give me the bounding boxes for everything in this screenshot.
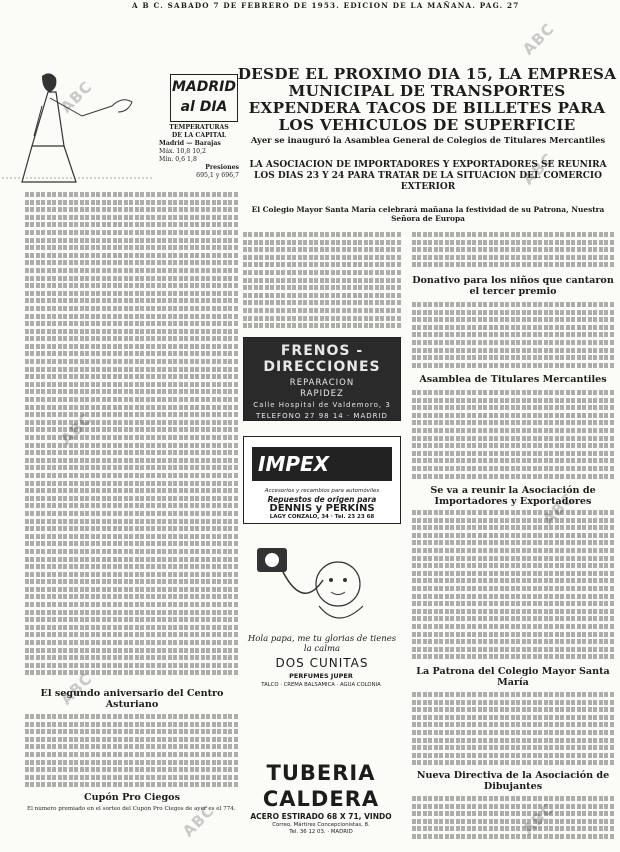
ad4-line: Correo, Mártires Concepcionistas, 8.	[272, 822, 370, 828]
ad1-title: FRENOS - DIRECCIONES	[263, 343, 381, 375]
col1-body-text	[25, 714, 238, 790]
page-header: A B C. SABADO 7 DE FEBRERO DE 1953. EDICION DE LA MAÑANA. PAG. 27	[132, 1, 520, 10]
section-heading: Donativo para los niños que cantaron el tercer premio	[412, 275, 614, 297]
watermark: ABC	[539, 489, 578, 529]
watermark: ABC	[57, 409, 96, 449]
subheadline: El Colegio Mayor Santa María celebrará mañana la festividad de su Patrona, Nuestra Señora de Europa	[251, 205, 605, 223]
watermark: ABC	[519, 19, 558, 59]
ad1-line: TELEFONO 27 98 14 · MADRID	[256, 412, 388, 420]
temp-row: Mín. 0,6 1,8	[159, 156, 197, 163]
brakes-advertisement	[243, 337, 401, 421]
ad1-line: RAPIDEZ	[300, 389, 344, 399]
ad2-address: LAGY CONZALO, 34 · Tel. 23 23 68	[269, 514, 375, 520]
al-dia-title: al DIA	[180, 99, 228, 115]
baby-phone-illustration	[243, 540, 399, 632]
col4-body-text	[412, 390, 614, 481]
watermark: ABC	[519, 799, 558, 839]
temp-row: Máx. 10,8 10,2	[159, 148, 206, 155]
section-heading: Cupón Pro Ciegos	[84, 792, 180, 803]
pressure-label: Presiones	[205, 164, 239, 171]
tuberia-caldera-advertisement	[238, 760, 404, 835]
col1-body-text	[25, 192, 238, 678]
ad4-line: Tel. 36 12 03. · MADRID	[289, 829, 353, 835]
pressure-value: 695,1 y 696,7	[196, 172, 239, 179]
dos-cunitas-advertisement	[243, 540, 399, 698]
ad3-line: TALCO · CREMA BALSAMICA · AGUA COLONIA	[261, 682, 381, 688]
ad2-line: Repuestos de origen para	[267, 495, 377, 504]
ad3-script: Hola papa, me tu glorias de tienes la calma	[247, 634, 397, 654]
impex-logo: IMPEX	[252, 447, 392, 481]
ad4-line: ACERO ESTIRADO 68 X 71, VINDO	[250, 812, 392, 821]
watermark: ABC	[519, 149, 558, 189]
watermark: ABC	[179, 801, 218, 841]
temp-subheading: DE LA CAPITAL	[171, 132, 227, 139]
col4-body-text	[412, 232, 614, 270]
ad2-line: Accesorios y recambios para automóviles	[264, 488, 380, 494]
section-heading: El segundo aniversario del Centro Asturiano	[40, 688, 224, 710]
madrid-title: MADRID	[172, 79, 236, 95]
col1-last-paragraph: El número premiado en el sorteo del Cupón Pro Ciegos de ayer es el 774.	[27, 806, 236, 812]
section-heading: Se va a reunir la Asociación de Importadores y Exportadores	[430, 485, 596, 507]
section-heading: Nueva Directiva de la Asociación de Dibujantes	[416, 770, 610, 792]
col4-body-text	[412, 796, 614, 842]
col4-body-text	[412, 692, 614, 768]
section-heading: La Patrona del Colegio Mayor Santa María	[416, 666, 610, 688]
ad4-title: TUBERIA CALDERA	[262, 761, 380, 811]
subheadline: LA ASOCIACION DE IMPORTADORES Y EXPORTADORES SE REUNIRA LOS DIAS 23 Y 24 PARA TRATAR DE LA SITUACION DEL COMERCIO EXTERIOR	[249, 160, 607, 192]
ad3-line: PERFUMES JUPER	[289, 672, 353, 680]
col2-body-text	[243, 232, 401, 331]
madrid-al-dia-box	[170, 74, 238, 122]
main-headline: DESDE EL PROXIMO DIA 15, LA EMPRESA MUNICIPAL DE TRANSPORTES EXPENDERA TACOS DE BILLETES PARA LOS VEHICULOS DE SUPERFICIE	[237, 65, 617, 134]
ad2-brand: DENNIS y PERKINS	[269, 503, 375, 514]
temp-row: Madrid — Barajas	[159, 140, 221, 147]
col4-body-text	[412, 510, 614, 662]
section-heading: Asamblea de Titulares Mercantiles	[419, 374, 607, 385]
watermark: ABC	[57, 77, 96, 117]
ad1-line: Calle Hospital de Valdemoro, 3	[253, 401, 391, 409]
subheadline: Ayer se inauguró la Asamblea General de Colegios de Titulares Mercantiles	[250, 135, 606, 145]
temperatures-box	[159, 124, 239, 180]
impex-advertisement	[243, 436, 401, 524]
watermark: ABC	[57, 669, 96, 709]
ad1-line: REPARACION	[289, 378, 355, 388]
temp-heading: TEMPERATURAS	[169, 124, 229, 131]
figure-illustration	[2, 66, 152, 186]
col4-body-text	[412, 302, 614, 370]
ad3-brand: DOS CUNITAS	[275, 656, 369, 670]
